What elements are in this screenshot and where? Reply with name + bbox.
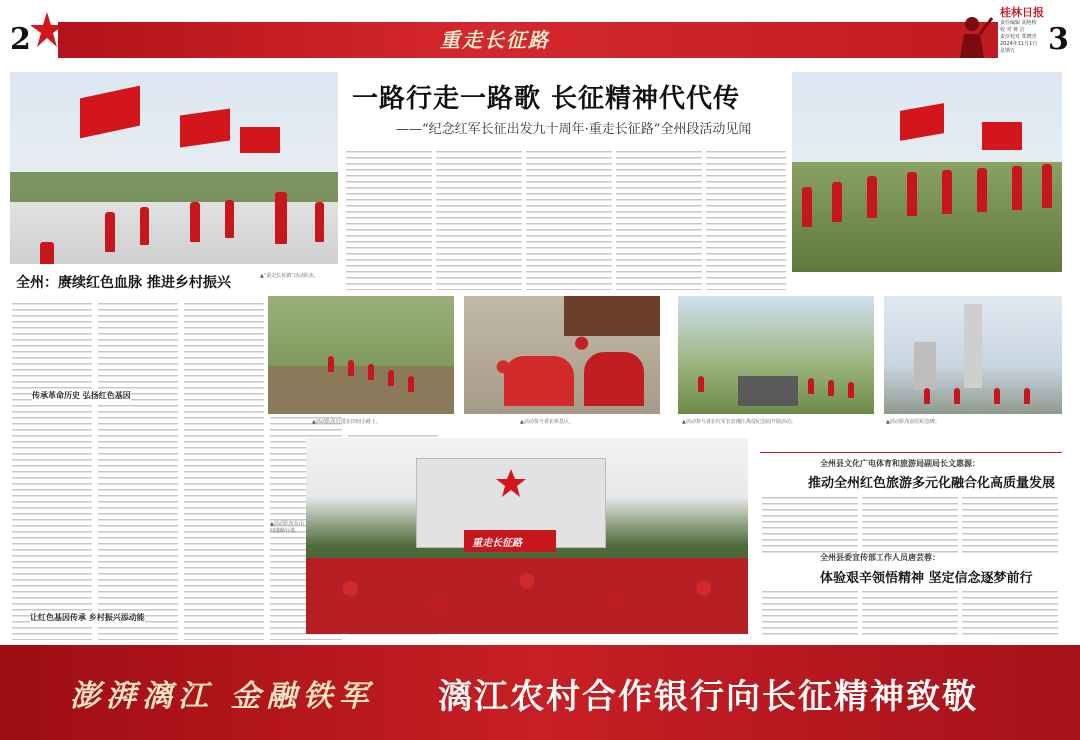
ad-slogan-left: 澎湃漓江 金融铁军: [70, 679, 375, 714]
story-1-headline: 推动全州红色旅游多元化融合化高质量发展: [808, 476, 1056, 491]
photo-memorial-park: [678, 296, 874, 414]
page-number-right: 3: [1048, 22, 1069, 57]
photo-mountain-march: [792, 72, 1062, 272]
photo-caption: ▲活动参与者在红军长征湘江战役纪念园开展活动。: [682, 419, 796, 425]
text-column: [862, 494, 958, 554]
red-star-icon: [496, 468, 526, 498]
text-column: [762, 494, 858, 554]
text-column: [436, 148, 522, 290]
photo-field-path: [268, 296, 454, 414]
photo-caption: ▲“重走长征路”活动队伍。: [260, 273, 320, 279]
soldier-silhouette-icon: [950, 12, 994, 58]
text-column: [962, 588, 1058, 636]
meta-line: 责任校对 郑晓青: [1000, 34, 1037, 40]
text-column: [346, 148, 432, 290]
story-2-headline: 体验艰辛领悟精神 坚定信念逐梦前行: [820, 571, 1033, 586]
text-column: [762, 588, 858, 636]
story-1-kicker: 全州县文化广电体育和旅游局副局长文惠源：: [820, 459, 980, 468]
photo-caption: ▲活动参与者在休息区。: [520, 419, 574, 425]
left-story-subhead-1: 传承革命历史 弘扬红色基因: [32, 391, 131, 400]
main-headline: 一路行走一路歌 长征精神代代传: [352, 84, 741, 114]
main-subheadline: ——“纪念红军长征出发九十周年·重走长征路”全州段活动见闻: [396, 122, 752, 137]
text-column: [98, 300, 178, 640]
text-column: [862, 588, 958, 636]
photo-march-flags: [10, 72, 338, 264]
ad-slogan-right: 漓江农村合作银行向长征精神致敬: [438, 677, 978, 717]
left-story-subhead-2: 让红色基因传承 乡村振兴添动能: [30, 613, 145, 622]
text-column: [962, 494, 1058, 554]
banner-text: 重走长征路: [472, 538, 522, 549]
photo-caption: ▲活动队伍前往纪念碑。: [886, 419, 940, 425]
story-2-kicker: 全州县委宣传部工作人员唐芸蓉：: [820, 553, 940, 562]
text-column: [616, 148, 702, 290]
left-story-headline: 全州：赓续红色血脉 推进乡村振兴: [16, 275, 231, 291]
edition-meta: [1000, 20, 1040, 55]
text-column: [706, 148, 786, 290]
page-masthead: [0, 0, 1080, 62]
paper-name: 桂林日报: [1000, 6, 1044, 19]
page-number-left: 2: [10, 22, 31, 57]
text-column: [526, 148, 612, 290]
text-column: [12, 300, 92, 640]
photo-rest-area: [464, 296, 660, 414]
text-column: [184, 300, 264, 640]
photo-caption: ▲活动队伍在山间道路行进。: [270, 521, 304, 534]
bottom-advertisement: [0, 645, 1080, 740]
rule-line: [760, 452, 1062, 453]
meta-line: 2024年11月1日 星期五: [1000, 41, 1038, 54]
section-title: 重走长征路: [440, 28, 550, 52]
photo-monument: [884, 296, 1062, 414]
photo-caption: ▲活动队伍行进在田间小路上。: [312, 419, 381, 425]
meta-line: 责任编辑 胡艳秋: [1000, 20, 1037, 26]
photo-memorial-gathering: [306, 438, 748, 634]
meta-line: 校 对 蒋 洁: [1000, 27, 1025, 33]
